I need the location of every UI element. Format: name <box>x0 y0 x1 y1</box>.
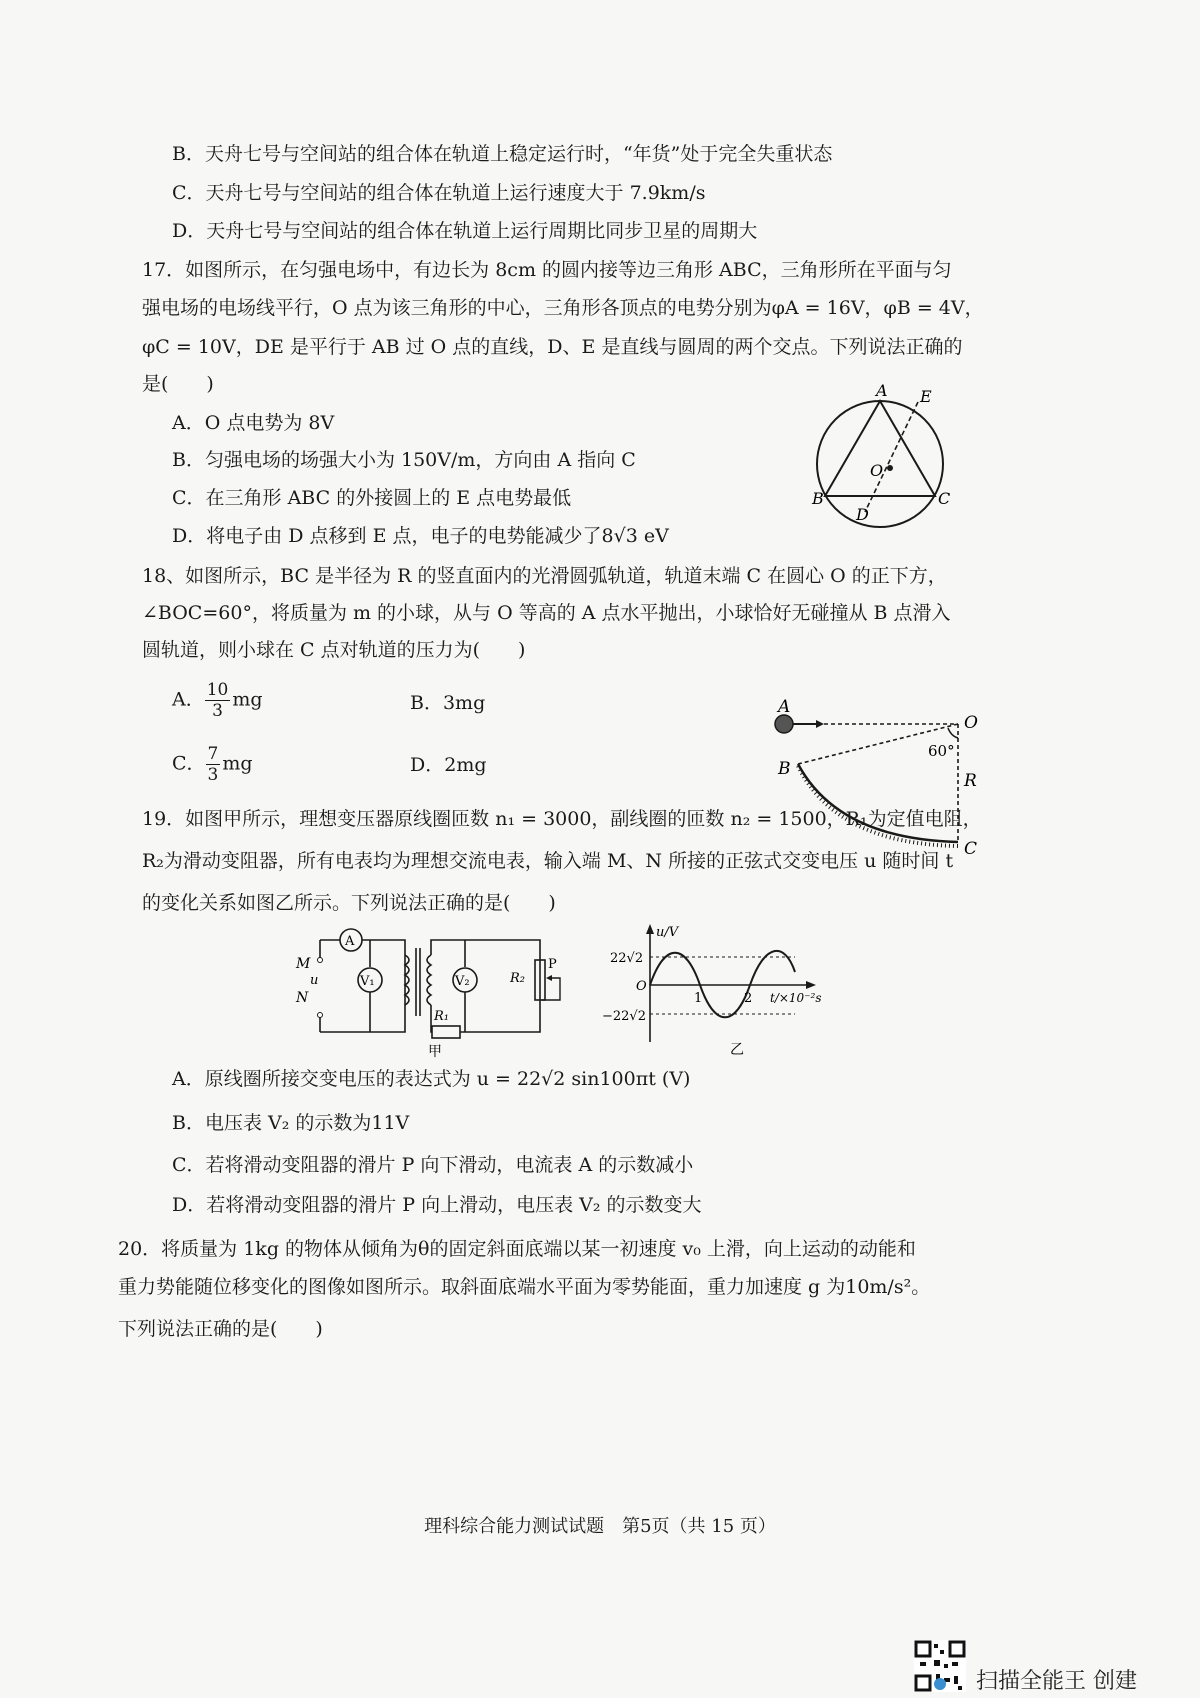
scanner-watermark: 扫描全能王 创建 <box>976 1669 1137 1694</box>
q19-option-b: B．电压表 V₂ 的示数为11V <box>172 1112 410 1134</box>
terminal-n-label: N <box>296 990 309 1006</box>
q20-stem-line3: 下列说法正确的是( ) <box>118 1318 323 1340</box>
q20-stem-line1: 20．将质量为 1kg 的物体从倾角为θ的固定斜面底端以某一初速度 v₀ 上滑，向上运动的动能和 <box>118 1238 916 1260</box>
graph-caption: 乙 <box>730 1042 744 1058</box>
q18-stem-line1: 18、如图所示，BC 是半径为 R 的竖直面内的光滑圆弧轨道，轨道末端 C 在圆心 O 的正下方， <box>142 565 947 587</box>
q18-option-d: D．2mg <box>410 754 487 776</box>
q17-stem-line2: 强电场的电场线平行，O 点为该三角形的中心，三角形各顶点的电势分别为φA = 16V，φB = 4V， <box>142 297 984 319</box>
q17-stem-line4: 是( ) <box>142 373 214 395</box>
q17-stem-line1: 17．如图所示，在匀强电场中，有边长为 8cm 的圆内接等边三角形 ABC，三角形所在平面与匀 <box>142 259 952 281</box>
q19-option-c: C．若将滑动变阻器的滑片 P 向下滑动，电流表 A 的示数减小 <box>172 1154 694 1176</box>
label-a: A <box>876 381 888 400</box>
graph-ymin-label: −22√2 <box>602 1009 646 1024</box>
q20-stem-line2: 重力势能随位移变化的图像如图所示。取斜面底端水平面为零势能面，重力加速度 g 为10m/s²。 <box>118 1276 931 1298</box>
label-r: R <box>964 771 977 791</box>
terminal-u-label: u <box>310 973 319 988</box>
q19-stem-line1: 19．如图甲所示，理想变压器原线圈匝数 n₁ = 3000，副线圈的匝数 n₂ = 1500，R₁为定值电阻， <box>142 808 982 830</box>
graph-origin-label: O <box>636 979 647 994</box>
q16-option-c: C．天舟七号与空间站的组合体在轨道上运行速度大于 7.9km/s <box>172 182 706 204</box>
ammeter-label: A <box>345 934 355 949</box>
label-angle: 60° <box>928 742 955 760</box>
slider-p-label: P <box>548 957 557 972</box>
q17-circle-triangle-figure <box>790 378 980 568</box>
circuit-caption: 甲 <box>428 1044 442 1060</box>
q16-option-d: D．天舟七号与空间站的组合体在轨道上运行周期比同步卫星的周期大 <box>172 220 758 242</box>
label-b: B <box>812 489 824 508</box>
q18-option-c: C． $\frac{7}{3}$ mg <box>172 744 253 785</box>
qr-code-icon <box>914 1640 966 1692</box>
terminal-m-label: M <box>296 956 311 972</box>
q19-stem-line2: R₂为滑动变阻器，所有电表均为理想交流电表，输入端 M、N 所接的正弦式交变电压 u 随时间 t <box>142 850 954 872</box>
q19-option-a: A．原线圈所接交变电压的表达式为 u = 22√2 sin100πt (V) <box>172 1068 691 1090</box>
q17-option-c: C．在三角形 ABC 的外接圆上的 E 点电势最低 <box>172 487 572 509</box>
v1-label: V₁ <box>360 974 375 989</box>
label-c: C <box>938 489 951 508</box>
page-footer: 理科综合能力测试试题 第5页（共 15 页） <box>424 1516 776 1537</box>
q17-option-d: D．将电子由 D 点移到 E 点，电子的电势能减少了8√3 eV <box>172 525 669 547</box>
graph-t2-label: 2 <box>744 991 753 1006</box>
q18-option-b: B．3mg <box>410 692 486 714</box>
q19-stem-line3: 的变化关系如图乙所示。下列说法正确的是( ) <box>142 892 556 914</box>
label-o: O <box>870 461 884 480</box>
r1-label: R₁ <box>434 1009 449 1024</box>
graph-ymax-label: 22√2 <box>610 951 644 966</box>
q18-stem-line3: 圆轨道，则小球在 C 点对轨道的压力为( ) <box>142 639 526 661</box>
q19-voltage-graph <box>602 922 870 1072</box>
r2-label: R₂ <box>510 971 525 986</box>
label-a: A <box>778 697 791 717</box>
q17-option-b: B．匀强电场的场强大小为 150V/m，方向由 A 指向 C <box>172 449 636 471</box>
q18-option-a: A． $\frac{10}{3}$ mg <box>172 680 263 721</box>
label-e: E <box>920 387 932 406</box>
label-d: D <box>856 505 869 524</box>
q17-stem-line3: φC = 10V，DE 是平行于 AB 过 O 点的直线，D、E 是直线与圆周的两个交点。下列说法正确的 <box>142 336 963 358</box>
q16-option-b: B．天舟七号与空间站的组合体在轨道上稳定运行时，“年货”处于完全失重状态 <box>172 143 833 165</box>
q17-option-a: A．O 点电势为 8V <box>172 412 335 434</box>
label-o: O <box>964 713 978 733</box>
label-b: B <box>778 759 791 779</box>
q18-stem-line2: ∠BOC=60°，将质量为 m 的小球，从与 O 等高的 A 点水平抛出，小球恰好无碰撞从 B 点滑入 <box>142 602 951 624</box>
q19-option-d: D．若将滑动变阻器的滑片 P 向上滑动，电压表 V₂ 的示数变大 <box>172 1194 702 1216</box>
graph-y-axis-label: u/V <box>656 925 679 940</box>
graph-t1-label: 1 <box>694 991 703 1006</box>
v2-label: V₂ <box>455 974 470 989</box>
q19-circuit-figure <box>296 920 610 1070</box>
graph-x-axis-label: t/×10⁻²s <box>770 991 822 1005</box>
label-c: C <box>964 839 978 859</box>
